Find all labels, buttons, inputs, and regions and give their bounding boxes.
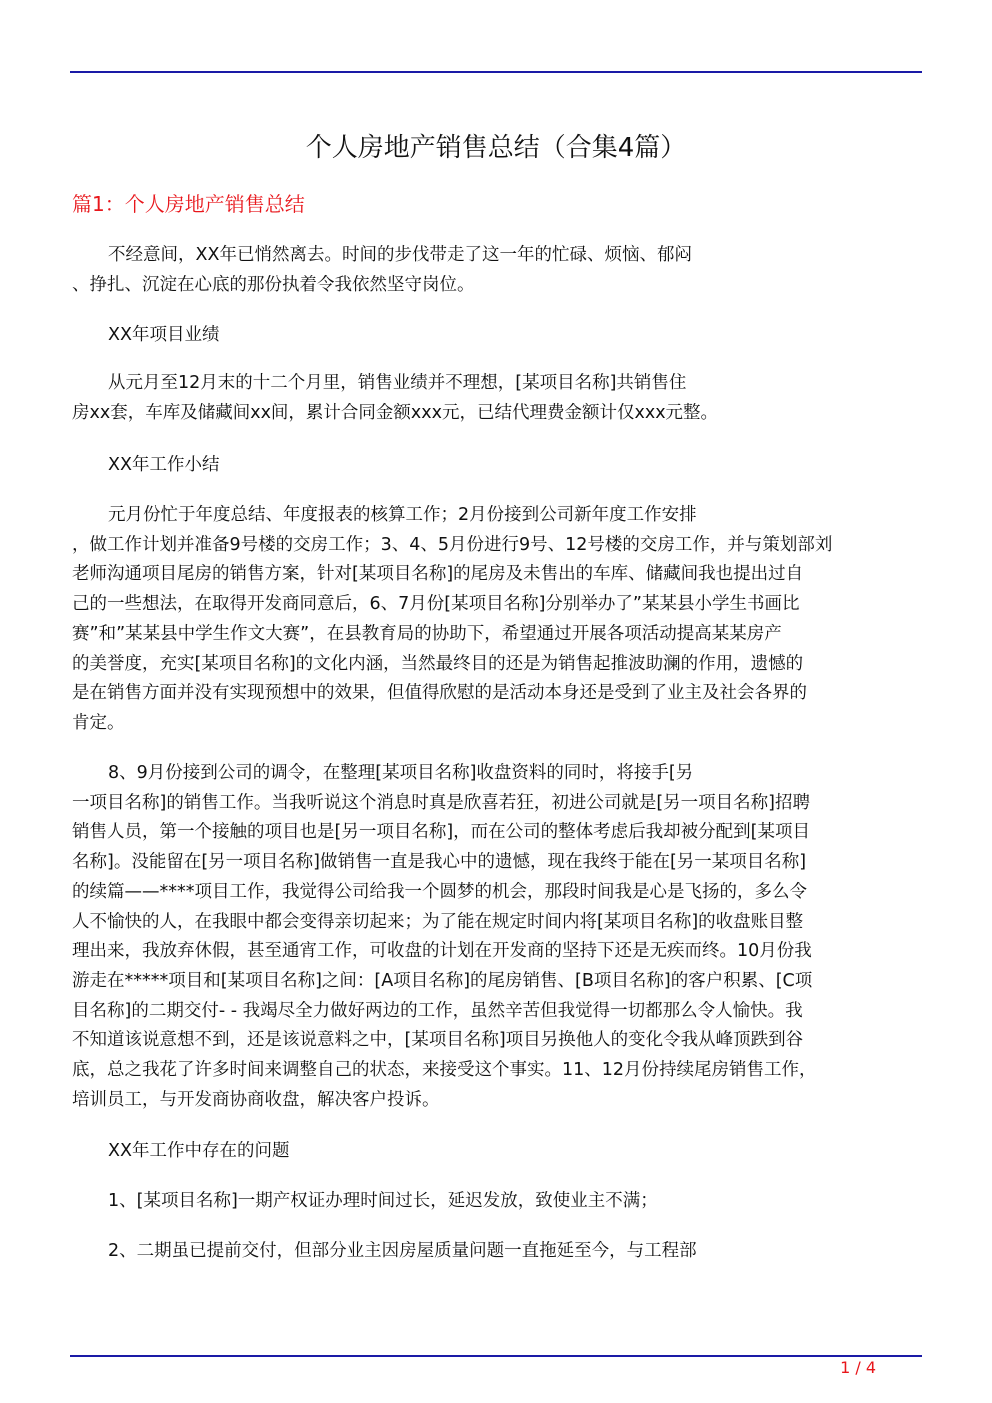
paragraph-line: 8、9月份接到公司的调令，在整理[某项目名称]收盘资料的同时，将接手[另 [108,763,694,783]
document-title: 个人房地产销售总结（合集4篇） [305,133,687,163]
paragraph [72,501,922,739]
paragraph-line: 目名称]的二期交付- - 我竭尽全力做好两边的工作，虽然辛苦但我觉得一切都那么令人愉快。我 [72,1000,803,1021]
paragraph-line: 老师沟通项目尾房的销售方案，针对[某项目名称]的尾房及未售出的车库、储藏间我也提出过自 [72,564,804,585]
paragraph [72,369,922,428]
paragraph-line: 2、二期虽已提前交付，但部分业主因房屋质量问题一直拖延至今，与工程部 [108,1241,697,1261]
paragraph-line: 不经意间，XX年已悄然离去。时间的步伐带走了这一年的忙碌、烦恼、郁闷 [108,245,692,265]
paragraph-line: 房xx套，车库及储藏间xx间，累计合同金额xxx元，已结代理费金额计仅xxx元整。 [72,402,719,423]
paragraph-line: 底，总之我花了许多时间来调整自己的状态，来接受这个事实。11、12月份持续尾房销售工作， [72,1060,817,1081]
paragraph-line: 理出来，我放弃休假，甚至通宵工作，可收盘的计划在开发商的坚持下还是无疾而终。10月份我 [72,941,812,962]
paragraph-line: 一项目名称]的销售工作。当我听说这个消息时真是欣喜若狂，初进公司就是[另一项目名称]招聘 [72,792,810,813]
paragraph-line: XX年工作小结 [108,455,220,475]
page-number: 1 / 4 [840,1358,876,1377]
paragraph-line: XX年项目业绩 [108,325,220,345]
paragraph-line: 的续篇——****项目工作，我觉得公司给我一个圆梦的机会，那段时间我是心是飞扬的，多么令 [72,881,807,902]
paragraph [72,321,922,351]
paragraph-line: ，做工作计划并准备9号楼的交房工作；3、4、5月份进行9号、12号楼的交房工作，并与策划部刘 [72,534,833,555]
paragraph [72,1137,922,1167]
paragraph-line: 肯定。 [72,712,125,733]
paragraph-line: 1、[某项目名称]一期产权证办理时间过长，延迟发放，致使业主不满； [108,1191,658,1211]
paragraph-line: 培训员工，与开发商协商收盘，解决客户投诉。 [72,1089,440,1110]
paragraph [72,1187,922,1217]
footer-rule [70,1355,922,1357]
paragraph [72,759,922,1115]
paragraph-line: 元月份忙于年度总结、年度报表的核算工作；2月份接到公司新年度工作安排 [108,505,697,525]
paragraph-line: 名称]。没能留在[另一项目名称]做销售一直是我心中的遗憾，现在我终于能在[另一某项目名称] [72,852,807,873]
paragraph [72,451,922,481]
paragraph-line: 不知道该说意想不到，还是该说意料之中，[某项目名称]项目另换他人的变化令我从峰顶跌到谷 [72,1030,804,1051]
paragraph-line: 人不愉快的人，在我眼中都会变得亲切起来；为了能在规定时间内将[某项目名称]的收盘账目整 [72,911,804,932]
header-rule [70,71,922,73]
paragraph [72,1237,922,1267]
paragraph-line: 的美誉度，充实[某项目名称]的文化内涵，当然最终目的还是为销售起推波助澜的作用，遗憾的 [72,653,804,674]
paragraph-line: 己的一些想法，在取得开发商同意后，6、7月份[某项目名称]分别举办了”某某县小学生书画比 [72,594,800,615]
paragraph-line: 赛”和”某某县中学生作文大赛”，在县教育局的协助下，希望通过开展各项活动提高某某房产 [72,623,782,644]
section-heading: 篇1：个人房地产销售总结 [72,192,305,216]
paragraph-line: 游走在*****项目和[某项目名称]之间：[A项目名称]的尾房销售、[B项目名称]的客户积累、[C项 [72,970,813,991]
paragraph-line: 销售人员，第一个接触的项目也是[另一项目名称]，而在公司的整体考虑后我却被分配到[某项目 [72,822,810,843]
paragraph-line: XX年工作中存在的问题 [108,1141,290,1161]
paragraph [72,241,922,300]
paragraph-line: 从元月至12月末的十二个月里，销售业绩并不理想，[某项目名称]共销售住 [108,373,687,393]
paragraph-line: 是在销售方面并没有实现预想中的效果，但值得欣慰的是活动本身还是受到了业主及社会各界的 [72,683,807,704]
paragraph-line: 、挣扎、沉淀在心底的那份执着令我依然坚守岗位。 [72,274,475,295]
